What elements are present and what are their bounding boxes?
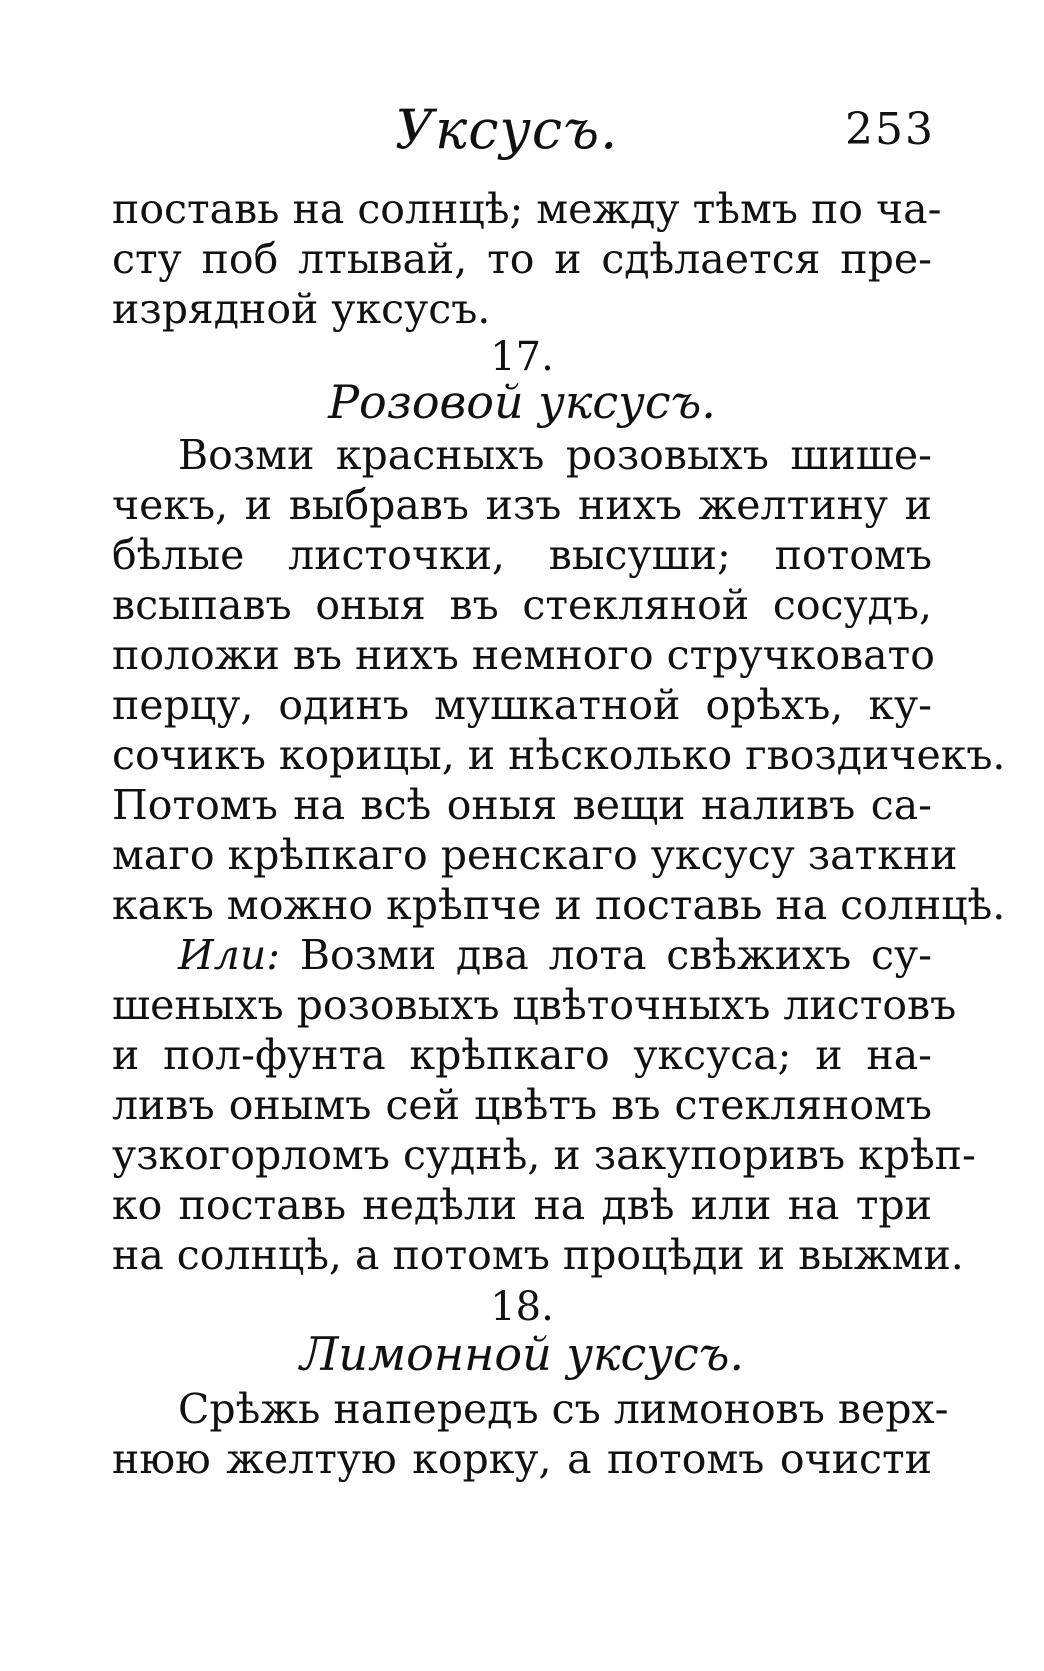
- text-line: перцу, одинъ мушкатной орѣхъ, ку-: [112, 681, 932, 729]
- page-number: 253: [845, 104, 935, 155]
- text-line: сту поб лтывай, то и сдѣлается пре-: [112, 235, 932, 283]
- section-title: Розовой уксусъ.: [328, 375, 716, 429]
- text-line: и пол-фунта крѣпкаго уксуса; и на-: [112, 1031, 932, 1079]
- section-title: Лимонной уксусъ.: [299, 1327, 745, 1381]
- text-line: поставь на солнцѣ; между тѣмъ по ча-: [112, 185, 942, 233]
- ili-label: Или:: [178, 931, 281, 979]
- text-line: узкогорломъ суднѣ, и закупоривъ крѣп-: [112, 1131, 976, 1179]
- text-line: изрядной уксусъ.: [112, 285, 491, 333]
- text-line: сочикъ корицы, и нѣсколько гвоздичекъ.: [112, 731, 1006, 779]
- text-line: бѣлые листочки, высуши; потомъ: [112, 531, 932, 579]
- text-line: Возми красныхъ розовыхъ шише-: [178, 431, 932, 479]
- text-line: какъ можно крѣпче и поставь на солнцѣ.: [112, 881, 1006, 929]
- text-line: Срѣжь напередъ съ лимоновъ верх-: [178, 1385, 949, 1433]
- text-line: всыпавъ оныя въ стекляной сосудъ,: [112, 581, 932, 629]
- text-line: чекъ, и выбравъ изъ нихъ желтину и: [112, 481, 932, 529]
- running-title: Уксусъ.: [395, 98, 619, 161]
- section-number: 17.: [490, 334, 554, 380]
- text-line: шеныхъ розовыхъ цвѣточныхъ листовъ: [112, 981, 957, 1029]
- text-line: маго крѣпкаго ренскаго уксусу заткни: [112, 831, 958, 879]
- text-line: нюю желтую корку, а потомъ очисти: [112, 1435, 932, 1483]
- text-line: Потомъ на всѣ оныя вещи наливъ са-: [112, 781, 932, 829]
- text-line: положи въ нихъ немного стручковато: [112, 631, 935, 679]
- text-line: на солнцѣ, а потомъ процѣди и выжми.: [112, 1231, 964, 1279]
- section-number: 18.: [490, 1284, 554, 1330]
- text-line-ili: [178, 930, 932, 980]
- text-line: ливъ онымъ сей цвѣтъ въ стекляномъ: [112, 1081, 932, 1129]
- page-header: [0, 98, 1044, 168]
- ili-text: Возми два лота свѣжихъ су-: [299, 931, 932, 979]
- text-line: ко поставь недѣли на двѣ или на три: [112, 1181, 932, 1229]
